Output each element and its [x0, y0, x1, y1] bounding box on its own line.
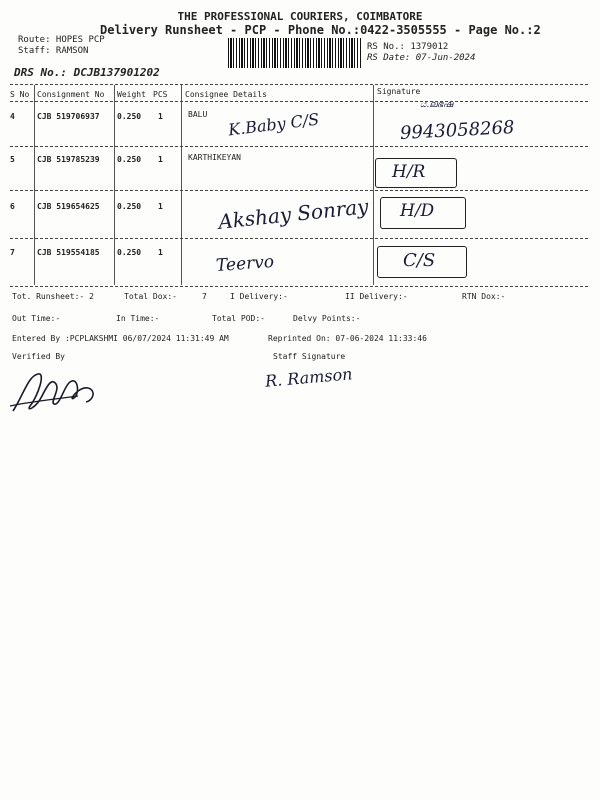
- col-signature-header: Signature: [377, 87, 421, 96]
- handwritten-consignee: Akshay Sonray: [217, 194, 370, 234]
- total-dox-label: Total Dox:-: [124, 292, 177, 301]
- handwritten-note: ය.ലഭഷ: [420, 100, 453, 110]
- runsheet-title: Delivery Runsheet - PCP - Phone No.:0422-3505555 - Page No.:2: [100, 23, 541, 37]
- column-divider: [114, 85, 115, 285]
- row-sno: 4: [10, 112, 15, 121]
- handwritten-consignee: K.Baby C/S: [227, 109, 321, 140]
- reprinted-on: Reprinted On: 07-06-2024 11:33:46: [268, 334, 427, 343]
- entered-by: Entered By :PCPLAKSHMI 06/07/2024 11:31:49 AM: [12, 334, 229, 343]
- in-time: In Time:-: [116, 314, 160, 323]
- rtn-dox: RTN Dox:-: [462, 292, 506, 301]
- delvy-points: Delvy Points:-: [293, 314, 361, 323]
- row-rule: [10, 190, 588, 191]
- row-pcs: 1: [158, 112, 163, 121]
- handwritten-phone: 9943058268: [399, 117, 516, 144]
- i-delivery: I Delivery:-: [230, 292, 288, 301]
- row-weight: 0.250: [117, 112, 142, 121]
- rs-date: RS Date: 07-Jun-2024: [367, 53, 476, 63]
- handwritten-signature: C/S: [403, 250, 436, 271]
- total-pod: Total POD:-: [212, 314, 265, 323]
- row-consignee: KARTHIKEYAN: [188, 153, 241, 162]
- col-consignment-header: Consignment No: [37, 90, 105, 99]
- row-sno: 6: [10, 202, 15, 211]
- row-consignment-no: CJB 519785239: [37, 155, 100, 164]
- row-sno: 7: [10, 248, 15, 257]
- row-consignment-no: CJB 519554185: [37, 248, 100, 257]
- col-sno-header: S No: [10, 90, 30, 99]
- staff-label: Staff: RAMSON: [18, 46, 89, 56]
- handwritten-signature: H/D: [400, 201, 435, 221]
- row-pcs: 1: [158, 248, 163, 257]
- row-consignee: BALU: [188, 110, 208, 119]
- rs-number: RS No.: 1379012: [367, 42, 449, 52]
- row-pcs: 1: [158, 155, 163, 164]
- verified-signature: [8, 366, 108, 416]
- col-consignee-header: Consignee Details: [185, 90, 267, 99]
- row-weight: 0.250: [117, 155, 142, 164]
- out-time: Out Time:-: [12, 314, 61, 323]
- col-weight-header: Weight: [117, 90, 146, 99]
- company-name: THE PROFESSIONAL COURIERS, COIMBATORE: [177, 10, 423, 23]
- header-bottom-rule: [10, 101, 588, 102]
- verified-by-label: Verified By: [12, 352, 65, 361]
- tot-runsheet: Tot. Runsheet:- 2: [12, 292, 94, 301]
- row-consignment-no: CJB 519654625: [37, 202, 100, 211]
- staff-signature-label: Staff Signature: [273, 352, 346, 361]
- header-top-rule: [10, 84, 588, 85]
- route-label: Route: HOPES PCP: [18, 35, 105, 45]
- table-bottom-rule: [10, 286, 588, 287]
- row-rule: [10, 238, 588, 239]
- drs-number: DRS No.: DCJB137901202: [14, 66, 160, 79]
- row-rule: [10, 146, 588, 147]
- staff-handwritten-signature: R. Ramson: [264, 364, 354, 391]
- row-sno: 5: [10, 155, 15, 164]
- row-consignment-no: CJB 519706937: [37, 112, 100, 121]
- ii-delivery: II Delivery:-: [345, 292, 408, 301]
- barcode-image: [228, 38, 362, 68]
- column-divider: [34, 85, 35, 285]
- row-weight: 0.250: [117, 202, 142, 211]
- handwritten-consignee: Teervo: [215, 251, 275, 277]
- row-pcs: 1: [158, 202, 163, 211]
- row-weight: 0.250: [117, 248, 142, 257]
- column-divider: [181, 85, 182, 285]
- column-divider: [373, 85, 374, 285]
- col-pcs-header: PCS: [153, 90, 168, 99]
- handwritten-signature: H/R: [392, 162, 426, 182]
- total-dox-value: 7: [202, 292, 207, 301]
